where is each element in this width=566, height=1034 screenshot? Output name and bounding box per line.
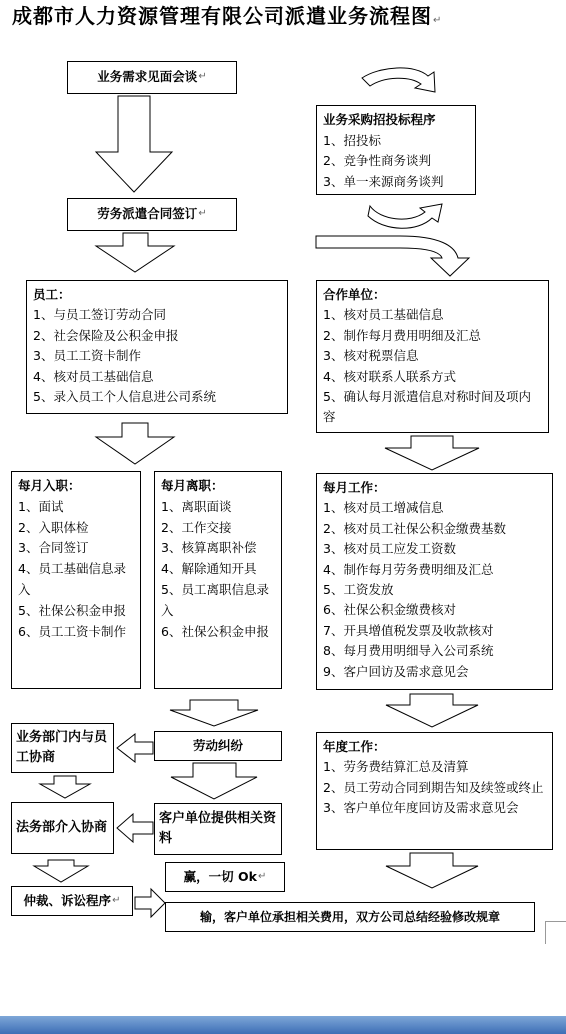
arrow-dispute-to-internal (117, 734, 153, 762)
arrow-internal-to-legal (40, 776, 90, 798)
monthly-leave-box (154, 471, 282, 689)
page-title: 成都市人力资源管理有限公司派遣业务流程图↵ (12, 4, 443, 28)
labor-dispute-box: 劳动纠纷 (154, 731, 282, 761)
employee-item-5: 5、录入员工个人信息进公司系统 (33, 389, 216, 405)
arrow-annual-to-lose (386, 853, 478, 888)
monthly-item-4: 4、制作每月劳务费明细及汇总 (323, 561, 494, 577)
lose-box: 输，客户单位承担相关费用，双方公司总结经验修改规章 (165, 902, 535, 932)
onboard-item-2: 2、入职体检 (18, 519, 89, 535)
arrow-legal-to-arbitration (34, 860, 88, 882)
arrow-needs-to-contract (96, 96, 172, 192)
partner-item-3: 3、核对税票信息 (323, 348, 419, 364)
arrow-arbitration-to-lose (135, 889, 165, 917)
monthly-item-9: 9、客户回访及需求意见会 (323, 663, 469, 679)
arrow-contract-to-employee (96, 233, 174, 272)
legal-department-box: 法务部介入协商 (11, 802, 114, 854)
tender-item-1: 1、招投标 (323, 132, 381, 148)
arrow-contract-to-partner (316, 236, 469, 276)
arrow-monthly-to-annual (386, 694, 478, 727)
partner-item-5: 5、确认每月派遣信息对称时间及项内容 (323, 389, 531, 425)
arrow-employee-to-onboard (96, 423, 174, 464)
monthly-item-7: 7、开具增值税发票及收款核对 (323, 622, 494, 638)
contract-signing-box: 劳务派遣合同签订 ↵ (67, 198, 237, 231)
annual-item-3: 3、客户单位年度回访及需求意见会 (323, 800, 519, 816)
arrow-partner-to-monthly (385, 436, 479, 470)
monthly-item-6: 6、社保公积金缴费核对 (323, 602, 456, 618)
arrow-dispute-to-client (171, 763, 257, 799)
leave-item-2: 2、工作交接 (161, 519, 232, 535)
employee-item-4: 4、核对员工基础信息 (33, 368, 154, 384)
annual-work-box (316, 732, 553, 850)
monthly-item-5: 5、工资发放 (323, 582, 394, 598)
arbitration-box: 仲裁、诉讼程序 ↵ (11, 886, 133, 916)
annual-head: 年度工作： (323, 739, 386, 754)
internal-negotiation-box: 业务部门内与员工协商 (11, 723, 114, 773)
monthly-head: 每月工作： (323, 480, 386, 495)
tender-head: 业务采购招投标程序 (323, 112, 436, 127)
leave-item-1: 1、离职面谈 (161, 498, 232, 514)
monthly-onboard-box (11, 471, 141, 689)
client-provides-info-box: 客户单位提供相关资料 (154, 803, 282, 855)
annual-item-1: 1、劳务费结算汇总及清算 (323, 759, 469, 775)
partner-item-1: 1、核对员工基础信息 (323, 307, 444, 323)
employee-head: 员工： (33, 287, 71, 302)
monthly-work-box (316, 473, 553, 690)
bottom-bar (0, 1016, 566, 1034)
onboard-item-4: 4、员工基础信息录入 (18, 561, 126, 597)
employee-box (26, 280, 288, 414)
tender-item-3: 3、单一来源商务谈判 (323, 173, 444, 189)
onboard-item-1: 1、面试 (18, 498, 64, 514)
leave-item-3: 3、核算离职补偿 (161, 540, 257, 556)
monthly-item-3: 3、核对员工应发工资数 (323, 541, 456, 557)
onboard-item-6: 6、员工工资卡制作 (18, 623, 126, 639)
onboard-head: 每月入职： (18, 478, 81, 493)
partner-box (316, 280, 549, 433)
employee-item-1: 1、与员工签订劳动合同 (33, 307, 166, 323)
leave-item-4: 4、解除通知开具 (161, 561, 257, 577)
leave-head: 每月离职： (161, 478, 224, 493)
monthly-item-2: 2、核对员工社保公积金缴费基数 (323, 520, 506, 536)
leave-item-5: 5、员工离职信息录入 (161, 581, 269, 618)
onboard-item-3: 3、合同签订 (18, 540, 89, 556)
monthly-item-1: 1、核对员工增减信息 (323, 500, 444, 516)
partner-item-2: 2、制作每月费用明细及汇总 (323, 327, 481, 343)
arrow-curve-top (362, 68, 435, 92)
employee-item-3: 3、员工工资卡制作 (33, 348, 141, 364)
partner-item-4: 4、核对联系人联系方式 (323, 368, 456, 384)
arrow-leave-to-dispute (170, 700, 258, 726)
arrow-curve-bottom (368, 204, 442, 228)
win-box: 赢，一切 Ok ↵ (165, 862, 285, 892)
page-corner-mark (545, 921, 566, 944)
tender-box (316, 105, 476, 195)
employee-item-2: 2、社会保险及公积金申报 (33, 327, 179, 343)
partner-head: 合作单位： (323, 287, 386, 302)
onboard-item-5: 5、社保公积金申报 (18, 602, 126, 618)
monthly-item-8: 8、每月费用明细导入公司系统 (323, 643, 494, 659)
arrow-client-to-legal (117, 814, 153, 842)
leave-item-6: 6、社保公积金申报 (161, 623, 269, 639)
needs-meeting-box: 业务需求见面会谈 ↵ (67, 61, 237, 94)
annual-item-2: 2、员工劳动合同到期告知及续签或终止 (323, 779, 544, 795)
tender-item-2: 2、竞争性商务谈判 (323, 153, 431, 168)
